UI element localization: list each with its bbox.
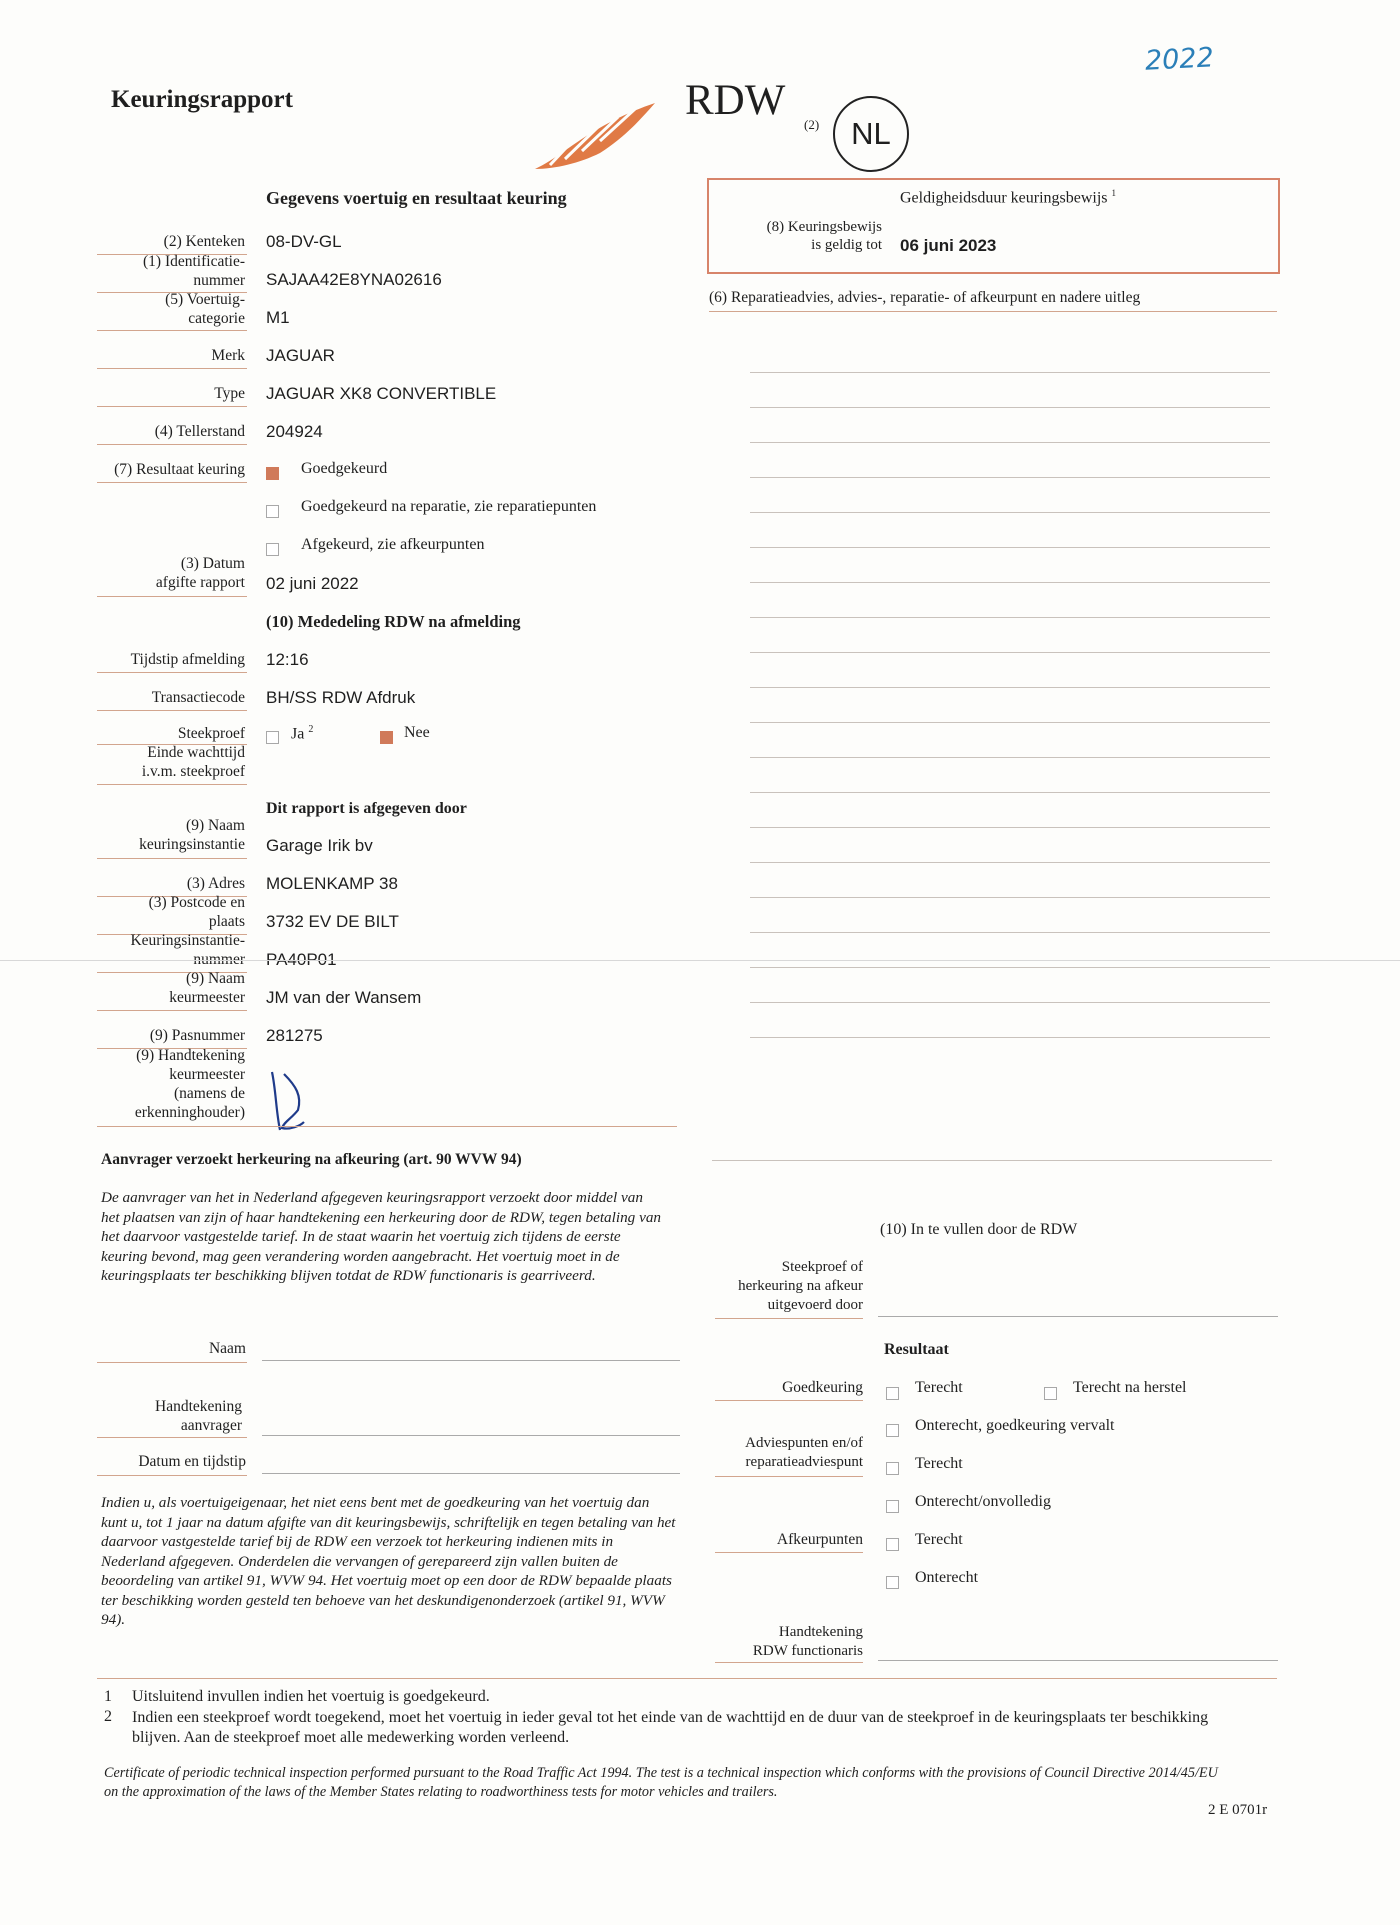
paper-fold [0, 960, 1400, 961]
rdw-logo-text: RDW [685, 77, 786, 124]
checkbox-onterecht-goedkeuring-vervalt[interactable] [886, 1424, 899, 1437]
steekproef-ja-text: Ja [291, 725, 305, 743]
repair-line [750, 862, 1270, 863]
label-datum-afgifte: (3) Datum afgifte rapport [155, 555, 245, 591]
label-pasnummer: (9) Pasnummer [149, 1027, 245, 1044]
value-keuringsinstantienummer: PA40P01 [266, 950, 337, 969]
divider [97, 710, 247, 711]
divider [97, 596, 247, 597]
label-tijdstip-afmelding: Tijdstip afmelding [130, 651, 245, 668]
datum-tijdstip-field[interactable] [262, 1473, 680, 1474]
value-type: JAGUAR XK8 CONVERTIBLE [266, 384, 497, 403]
footnote-1-text: Uitsluitend invullen indien het voertuig is goedgekeurd. [132, 1688, 490, 1705]
repair-line [750, 372, 1270, 373]
vehicle-section-title: Gegevens voertuig en resultaat keuring [266, 188, 567, 208]
repair-line [750, 512, 1270, 513]
validity-title-text: Geldigheidsduur keuringsbewijs [900, 189, 1108, 207]
repair-line [750, 967, 1270, 968]
checkbox-afgekeurd[interactable] [266, 543, 279, 556]
label-merk: Merk [211, 347, 245, 364]
repair-line [750, 617, 1270, 618]
value-adres: MOLENKAMP 38 [266, 874, 398, 893]
option-advies-terecht: Terecht [915, 1455, 963, 1472]
footnote-1-number: 1 [104, 1688, 112, 1705]
label-tellerstand: (4) Tellerstand [154, 423, 245, 440]
option-goedgekeurd: Goedgekeurd [301, 460, 388, 477]
handtekening-aanvrager-field[interactable] [262, 1435, 680, 1436]
nl-country-badge: NL [833, 96, 909, 172]
divider [97, 672, 247, 673]
label-datum-tijdstip: Datum en tijdstip [138, 1453, 246, 1470]
handwritten-year: 2022 [1144, 42, 1215, 77]
divider [97, 330, 247, 331]
divider [97, 482, 247, 483]
steekproef-uitgevoerd-field[interactable] [878, 1316, 1278, 1317]
divider [97, 858, 247, 859]
document-title: Keuringsrapport [111, 86, 293, 113]
value-postcode-plaats: 3732 EV DE BILT [266, 912, 399, 931]
rdw-feather-logo [530, 85, 660, 175]
divider [97, 1475, 247, 1476]
owner-reinspection-text: Indien u, als voertuigeigenaar, het niet eens bent met de goedkeuring van het voertuig dan kunt u, tot 1 jaar na datum afgifte van dit keuringsbewijs, schriftelijk en tegen betaling van het daarvoor vastgestelde tarief bij de RDW een verzoek tot herkeuring indienen mits in Nederland afgegeven. Onderdelen die vervangen of gerepareerd zijn vallen buiten de beoordeling van artikel 91, WVW 94. Het voertuig moet op een door de RDW bepaalde plaats ter beschikking worden gesteld ten behoeve van het deskundigenonderzoek (artikel 91, WVW 94). [101, 1494, 676, 1628]
repair-line [750, 932, 1270, 933]
value-pasnummer: 281275 [266, 1026, 323, 1045]
issuer-title: Dit rapport is afgegeven door [266, 800, 467, 817]
option-terecht-na-herstel: Terecht na herstel [1073, 1379, 1187, 1396]
footnote-ref-2: 2 [308, 724, 314, 735]
repair-line [750, 547, 1270, 548]
label-naam-keuringsinstantie: (9) Naam keuringsinstantie [139, 817, 245, 853]
label-adviespunten: Adviespunten en/of reparatieadviespunt [745, 1435, 863, 1470]
repair-line [750, 722, 1270, 723]
checkbox-goedgekeurd-na-reparatie[interactable] [266, 505, 279, 518]
certificate-note: Certificate of periodic technical inspection performed pursuant to the Road Traffic Act 1994. The test is a technical inspection which conforms with the provisions of Council Directive 2014/45/EU on the approximation of the laws of the Member States relating to roadworthiness tests for motor vehicles and trailers. [104, 1765, 1218, 1800]
value-identificatienummer: SAJAA42E8YNA02616 [266, 270, 442, 289]
repair-line [750, 1002, 1270, 1003]
option-advies-onterecht: Onterecht/onvolledig [915, 1493, 1051, 1510]
value-datum-afgifte: 02 juni 2022 [266, 574, 359, 593]
footer-divider [97, 1678, 1277, 1679]
label-postcode-plaats: (3) Postcode en plaats [148, 894, 245, 930]
label-handtekening-rdw: Handtekening RDW functionaris [752, 1624, 863, 1659]
checkbox-afkeur-terecht[interactable] [886, 1538, 899, 1551]
divider [715, 1552, 863, 1553]
checkbox-steekproef-ja[interactable] [266, 731, 279, 744]
reinspection-text: De aanvrager van het in Nederland afgegeven keuringsrapport verzoekt door middel van het plaatsen van zijn of haar handtekening een herkeuring door de RDW, tegen betaling van het daarvoor vastgestelde tarief. In de staat waarin het voertuig zich tijdens de eerste keuring bevond, mag geen verandering worden aangebracht. Het voertuig moet in de keuringsplaats ter beschikking blijven totdat de RDW functionaris is gearriveerd. [101, 1189, 662, 1284]
value-tellerstand: 204924 [266, 422, 323, 441]
naam-aanvrager-field[interactable] [262, 1360, 680, 1361]
rdw-notice-title: (10) Mededeling RDW na afmelding [266, 612, 521, 631]
checkbox-terecht-na-herstel[interactable] [1044, 1387, 1057, 1400]
label-einde-wachttijd: Einde wachttijd i.v.m. steekproef [141, 744, 245, 780]
divider [715, 1400, 863, 1401]
repair-line [750, 1037, 1270, 1038]
result-title: Resultaat [884, 1341, 949, 1358]
label-handtekening-keurmeester: (9) Handtekening keurmeester (namens de erkenninghouder) [134, 1047, 245, 1121]
divider [97, 1437, 247, 1438]
reinspection-title: Aanvrager verzoekt herkeuring na afkeuring (art. 90 WVW 94) [101, 1151, 522, 1168]
label-resultaat-keuring: (7) Resultaat keuring [114, 461, 245, 478]
divider [97, 444, 247, 445]
option-afgekeurd: Afgekeurd, zie afkeurpunten [301, 536, 485, 553]
rdw-fill-title: (10) In te vullen door de RDW [880, 1221, 1078, 1238]
checkbox-afkeur-onterecht[interactable] [886, 1576, 899, 1589]
divider [709, 311, 1277, 312]
value-geldig-tot: 06 juni 2023 [900, 236, 997, 255]
value-naam-keurmeester: JM van der Wansem [266, 988, 422, 1007]
footnote-2-text: Indien een steekproef wordt toegekend, moet het voertuig in ieder geval tot het einde van de wachttijd en de duur van de steekproef in de keuringsplaats ter beschikking blijven. Aan de steekproef moet alle medewerking worden verleend. [132, 1709, 1209, 1746]
label-goedkeuring: Goedkeuring [782, 1379, 863, 1396]
value-merk: JAGUAR [266, 346, 335, 365]
checkbox-goedgekeurd[interactable] [266, 467, 279, 480]
repair-line [750, 582, 1270, 583]
divider [97, 1362, 247, 1363]
label-steekproef-uitgevoerd: Steekproef of herkeuring na afkeur uitgevoerd door [738, 1259, 863, 1313]
label-voertuigcategorie: (5) Voertuig- categorie [165, 291, 245, 327]
label-type: Type [214, 385, 245, 402]
divider [715, 1318, 863, 1319]
handtekening-rdw-field[interactable] [878, 1660, 1278, 1661]
value-naam-keuringsinstantie: Garage Irik bv [266, 836, 373, 855]
checkbox-steekproef-nee[interactable] [380, 731, 393, 744]
label-naam-aanvrager: Naam [208, 1340, 246, 1357]
option-steekproef-ja [291, 724, 313, 743]
repair-line [750, 477, 1270, 478]
option-onterecht-goedkeuring-vervalt: Onterecht, goedkeuring vervalt [915, 1417, 1115, 1434]
value-tijdstip-afmelding: 12:16 [266, 650, 309, 669]
option-goedgekeurd-na-reparatie: Goedgekeurd na reparatie, zie reparatiepunten [301, 498, 597, 515]
option-steekproef-nee: Nee [404, 724, 430, 741]
label-keuringsinstantienummer: Keuringsinstantie- nummer [130, 932, 245, 968]
label-transactiecode: Transactiecode [151, 689, 245, 706]
label-handtekening-aanvrager: Handtekening aanvrager [155, 1398, 242, 1434]
value-transactiecode: BH/SS RDW Afdruk [266, 688, 416, 707]
repair-line [750, 407, 1270, 408]
divider [715, 1476, 863, 1477]
repair-line [750, 792, 1270, 793]
checkbox-advies-onterecht[interactable] [886, 1500, 899, 1513]
label-kenteken: (2) Kenteken [163, 233, 245, 250]
repair-line [712, 1160, 1272, 1161]
repair-advice-title: (6) Reparatieadvies, advies-, reparatie- of afkeurpunt en nadere uitleg [709, 289, 1141, 306]
repair-line [750, 687, 1270, 688]
label-identificatienummer: (1) Identificatie- nummer [143, 253, 245, 289]
option-afkeur-onterecht: Onterecht [915, 1569, 979, 1586]
repair-line [750, 652, 1270, 653]
repair-line [750, 827, 1270, 828]
label-adres: (3) Adres [186, 875, 245, 892]
label-afkeurpunten: Afkeurpunten [776, 1531, 863, 1548]
footnote-2-number: 2 [104, 1708, 112, 1725]
validity-title [900, 188, 1116, 207]
divider [97, 368, 247, 369]
repair-line [750, 757, 1270, 758]
label-geldig-tot: (8) Keuringsbewijs is geldig tot [766, 219, 882, 253]
label-steekproef: Steekproef [177, 725, 245, 742]
checkbox-goedkeuring-terecht[interactable] [886, 1387, 899, 1400]
option-goedkeuring-terecht: Terecht [915, 1379, 963, 1396]
label-naam-keurmeester: (9) Naam keurmeester [169, 970, 245, 1006]
divider [97, 1010, 247, 1011]
divider [97, 784, 247, 785]
repair-line [750, 897, 1270, 898]
option-afkeur-terecht: Terecht [915, 1531, 963, 1548]
checkbox-advies-terecht[interactable] [886, 1462, 899, 1475]
value-kenteken: 08-DV-GL [266, 232, 342, 251]
divider [715, 1662, 863, 1663]
divider [97, 1126, 677, 1127]
value-voertuigcategorie: M1 [266, 308, 290, 327]
form-code: 2 E 0701r [1208, 1802, 1268, 1818]
country-note: (2) [804, 117, 820, 132]
repair-line [750, 442, 1270, 443]
footnote-ref-1: 1 [1111, 188, 1117, 198]
divider [97, 406, 247, 407]
